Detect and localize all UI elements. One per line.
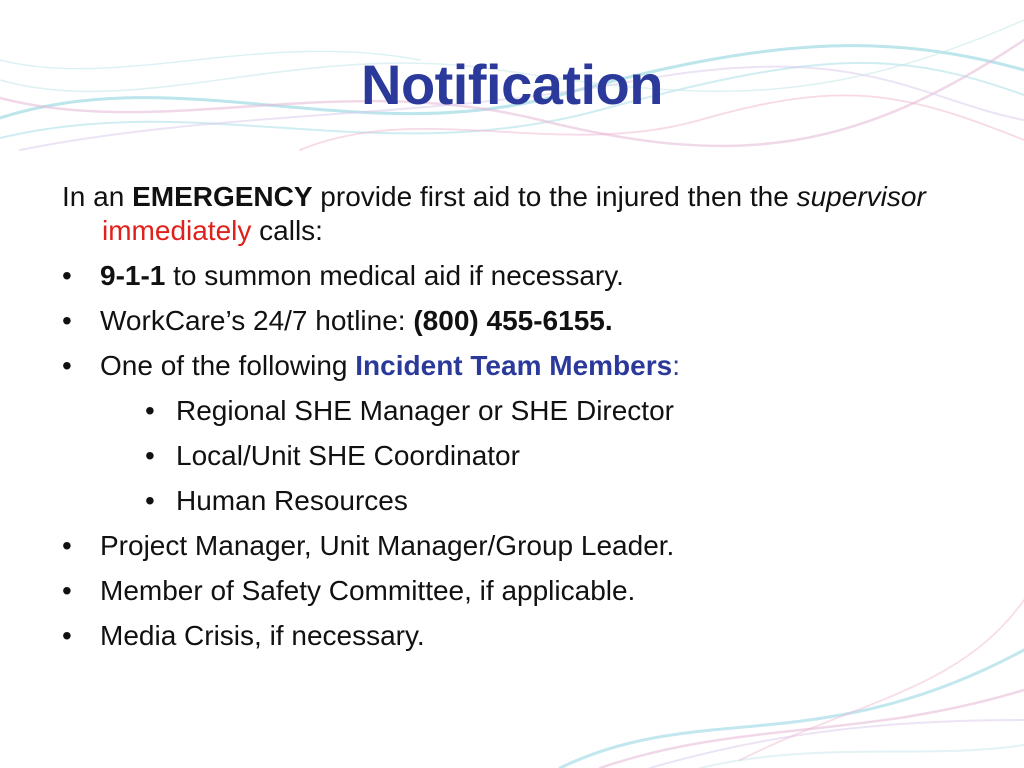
list-item-project-manager: • Project Manager, Unit Manager/Group Leader. xyxy=(62,529,982,563)
list-item-incident-text: One of the following xyxy=(100,350,356,381)
hotline-number: (800) 455-6155. xyxy=(413,305,613,336)
list-item-safety-committee: • Member of Safety Committee, if applicable. xyxy=(62,574,982,608)
sub-list-item: • Local/Unit SHE Coordinator xyxy=(145,439,982,473)
intro-paragraph xyxy=(62,180,982,248)
intro-middle: provide first aid to the injured then the xyxy=(312,181,797,212)
intro-prefix: In an xyxy=(62,181,133,212)
slide-title: Notification xyxy=(361,53,663,116)
immediately-text: immediately xyxy=(102,215,252,246)
slide-content xyxy=(62,180,982,664)
list-item-911 xyxy=(62,259,982,293)
list-item-workcare xyxy=(62,304,982,338)
incident-team-sublist xyxy=(100,394,982,518)
emergency-keyword: EMERGENCY xyxy=(132,181,313,212)
intro-suffix: calls: xyxy=(251,215,323,246)
incident-colon: : xyxy=(672,350,680,381)
incident-team-members-label: Incident Team Members xyxy=(355,350,673,381)
list-item-911-text: to summon medical aid if necessary. xyxy=(165,260,624,291)
list-item-workcare-text: WorkCare’s 24/7 hotline: xyxy=(100,305,414,336)
call-list xyxy=(62,259,982,653)
emergency-number: 9-1-1 xyxy=(100,260,166,291)
list-item-media-crisis: • Media Crisis, if necessary. xyxy=(62,619,982,653)
list-item-incident-team xyxy=(62,349,982,518)
sub-list-item: • Human Resources xyxy=(145,484,982,518)
sub-list-item: • Regional SHE Manager or SHE Director xyxy=(145,394,982,428)
supervisor-text: supervisor xyxy=(796,181,926,212)
